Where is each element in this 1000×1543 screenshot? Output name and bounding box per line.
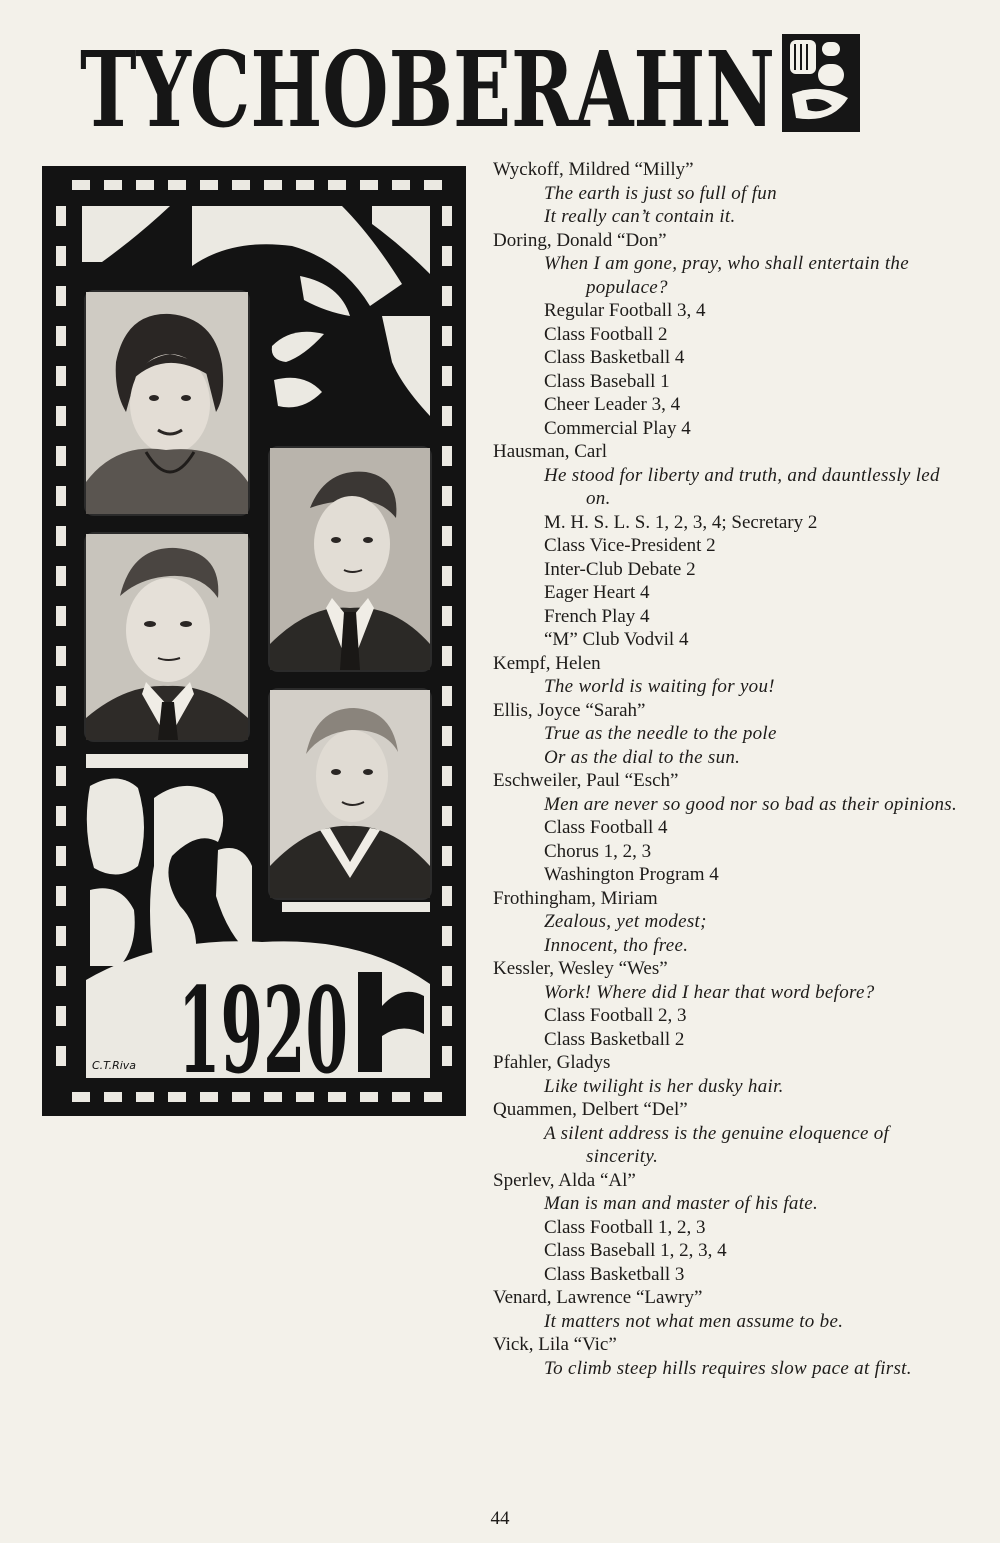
quote-line: Men are never so good nor so bad as their opinions. — [544, 793, 958, 815]
activity-item: Class Football 2 — [544, 323, 668, 345]
activity-item: Class Basketball 3 — [544, 1263, 685, 1285]
activity-item: “M” Club Vodvil 4 — [544, 629, 689, 650]
roster-entry — [493, 699, 963, 770]
portrait-1 — [84, 290, 250, 516]
quote-line: It really can’t contain it. — [544, 206, 736, 227]
roster-entry — [493, 1051, 963, 1098]
student-name: Ellis, Joyce “Sarah” — [493, 699, 646, 721]
quote-line: Zealous, yet modest; — [544, 911, 707, 932]
roster-entry — [493, 440, 963, 652]
activity-item: French Play 4 — [544, 605, 650, 627]
activity-item: Class Vice-President 2 — [544, 535, 716, 556]
student-name: Pfahler, Gladys — [493, 1052, 611, 1073]
quote-line: It matters not what men assume to be. — [544, 1310, 844, 1332]
portrait-4 — [268, 688, 432, 900]
activity-item: Regular Football 3, 4 — [544, 300, 706, 321]
header-title: TYCHOBERAHN — [80, 28, 775, 151]
quote-line: Like twilight is her dusky hair. — [544, 1075, 784, 1097]
roster-entry — [493, 1333, 963, 1380]
student-quote — [493, 464, 963, 511]
student-name: Doring, Donald “Don” — [493, 229, 667, 251]
portrait-3-image — [86, 534, 248, 740]
header-ornament-icon — [782, 34, 860, 132]
quote-line: To climb steep hills requires slow pace at first. — [544, 1357, 912, 1379]
roster-entry — [493, 652, 963, 699]
quote-line: The earth is just so full of fun — [544, 182, 777, 204]
student-quote — [493, 1122, 963, 1169]
activity-item: Class Football 1, 2, 3 — [544, 1216, 706, 1238]
year-1920: 1920 — [178, 961, 348, 1100]
student-quote — [493, 675, 963, 699]
student-name: Sperlev, Alda “Al” — [493, 1169, 636, 1191]
artist-signature: C.T.Riva — [92, 1059, 137, 1072]
activity-item: Class Football 4 — [544, 817, 668, 838]
activity-item: Commercial Play 4 — [544, 417, 691, 439]
activity-item: Class Basketball 2 — [544, 1028, 685, 1050]
student-name: Vick, Lila “Vic” — [493, 1334, 617, 1355]
quote-line: Innocent, tho free. — [544, 934, 689, 956]
header-logo — [80, 28, 870, 151]
activity-item: Class Football 2, 3 — [544, 1005, 687, 1026]
yearbook-header — [80, 28, 870, 151]
student-name: Venard, Lawrence “Lawry” — [493, 1287, 703, 1308]
quote-line: The world is waiting for you! — [544, 676, 775, 697]
activity-item: Inter-Club Debate 2 — [544, 558, 696, 580]
student-name: Kessler, Wesley “Wes” — [493, 958, 668, 979]
quote-line: True as the needle to the pole — [544, 723, 777, 744]
roster-entry — [493, 229, 963, 441]
student-quote — [493, 793, 963, 817]
activity-item: Chorus 1, 2, 3 — [544, 840, 652, 862]
student-name: Wyckoff, Mildred “Milly” — [493, 159, 694, 180]
student-quote — [493, 252, 963, 299]
activity-item: Washington Program 4 — [544, 864, 719, 885]
roster-entry — [493, 1286, 963, 1333]
roster-entry — [493, 158, 963, 229]
roster-entry — [493, 1169, 963, 1287]
roster-entry — [493, 1098, 963, 1169]
student-name: Frothingham, Miriam — [493, 887, 658, 909]
roster-entry — [493, 957, 963, 1051]
page-number: 44 — [490, 1508, 510, 1529]
portrait-1-image — [86, 292, 248, 514]
student-name: Eschweiler, Paul “Esch” — [493, 770, 679, 791]
activity-item: Class Baseball 1 — [544, 370, 670, 392]
activity-item: Class Baseball 1, 2, 3, 4 — [544, 1240, 727, 1261]
portrait-3 — [84, 532, 250, 742]
quote-line: Or as the dial to the sun. — [544, 746, 741, 768]
student-name: Quammen, Delbert “Del” — [493, 1099, 688, 1120]
student-quote — [493, 981, 963, 1005]
activity-item: M. H. S. L. S. 1, 2, 3, 4; Secretary 2 — [544, 511, 818, 533]
student-name: Kempf, Helen — [493, 652, 601, 674]
portrait-2-image — [270, 448, 430, 670]
activity-item: Eager Heart 4 — [544, 582, 650, 603]
student-quote — [493, 1310, 963, 1334]
student-quote — [493, 1075, 963, 1099]
student-quote — [493, 182, 963, 229]
quote-line: A silent address is the genuine eloquence of sincerity. — [544, 1122, 890, 1167]
student-quote — [493, 1192, 963, 1216]
activity-item: Cheer Leader 3, 4 — [544, 394, 681, 415]
quote-line: When I am gone, pray, who shall entertain the populace? — [544, 253, 909, 298]
student-quote — [493, 1357, 963, 1381]
portrait-4-image — [270, 690, 430, 898]
roster-entry — [493, 769, 963, 887]
activity-item: Class Basketball 4 — [544, 347, 685, 368]
senior-roster — [493, 158, 963, 1380]
quote-line: Work! Where did I hear that word before? — [544, 981, 875, 1003]
quote-line: He stood for liberty and truth, and dauntlessly led on. — [544, 464, 940, 509]
quote-line: Man is man and master of his fate. — [544, 1193, 819, 1214]
photo-panel — [42, 166, 466, 1116]
portrait-2 — [268, 446, 432, 672]
student-quote — [493, 722, 963, 769]
roster-entry — [493, 887, 963, 958]
student-name: Hausman, Carl — [493, 441, 607, 462]
student-quote — [493, 910, 963, 957]
